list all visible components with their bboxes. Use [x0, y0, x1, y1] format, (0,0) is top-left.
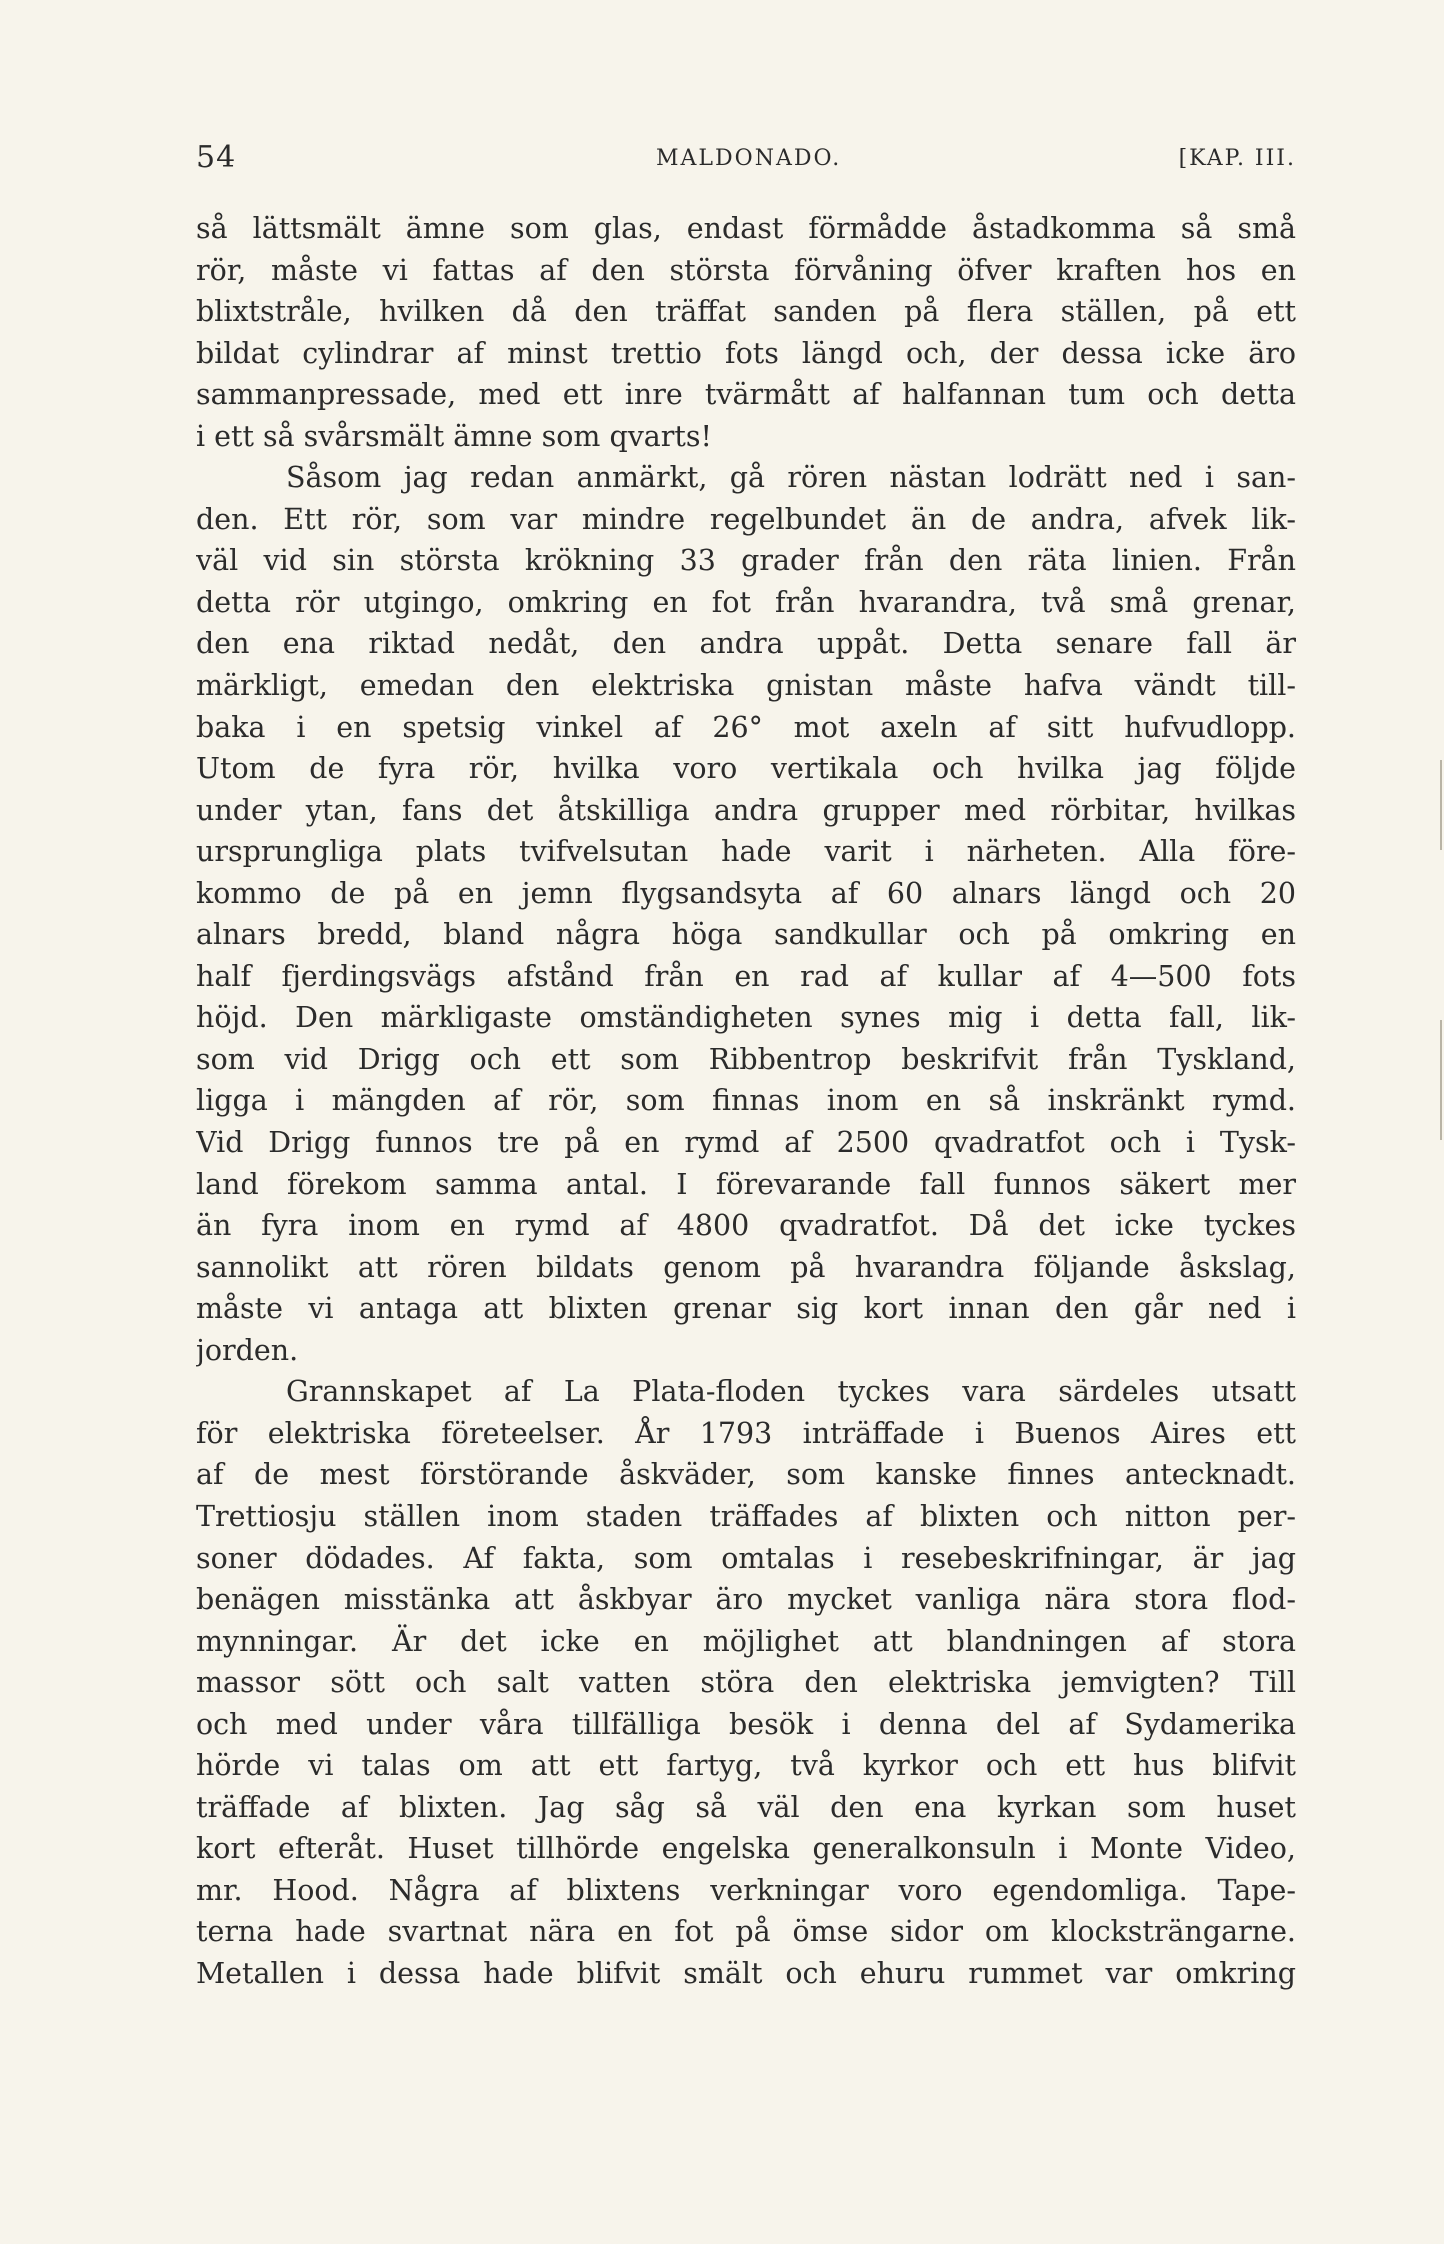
- text-line: half fjerdingsvägs afstånd från en rad af kullar af 4—500 fots: [196, 959, 1296, 993]
- text-line: i ett så svårsmält ämne som qvarts!: [196, 419, 712, 453]
- text-line: rör, måste vi fattas af den största förvåning öfver kraften hos en: [196, 253, 1296, 287]
- text-line: soner dödades. Af fakta, som omtalas i resebeskrifningar, är jag: [196, 1541, 1296, 1575]
- text-line: benägen misstänka att åskbyar äro mycket vanliga nära stora flod-: [196, 1583, 1296, 1617]
- text-line: märkligt, emedan den elektriska gnistan måste hafva vändt till-: [196, 669, 1296, 703]
- text-line: höjd. Den märkligaste omständigheten synes mig i detta fall, lik-: [196, 1001, 1296, 1035]
- text-line: sammanpressade, med ett inre tvärmått af halfannan tum och detta: [196, 378, 1296, 412]
- text-line: under ytan, fans det åtskilliga andra grupper med rörbitar, hvilkas: [196, 793, 1296, 827]
- text-line: bildat cylindrar af minst trettio fots längd och, der dessa icke äro: [196, 336, 1296, 370]
- body-text: [196, 208, 1296, 1995]
- text-line: måste vi antaga att blixten grenar sig kort innan den går ned i: [196, 1292, 1296, 1326]
- text-line: ursprungliga plats tvifvelsutan hade varit i närheten. Alla före-: [196, 835, 1296, 869]
- text-line: den ena riktad nedåt, den andra uppåt. Detta senare fall är: [196, 627, 1296, 661]
- page-edge-mark: [1440, 760, 1442, 850]
- text-line: Vid Drigg funnos tre på en rymd af 2500 qvadratfot och i Tysk-: [196, 1126, 1296, 1160]
- text-line: Trettiosju ställen inom staden träffades af blixten och nitton per-: [196, 1499, 1296, 1533]
- text-line: hörde vi talas om att ett fartyg, två kyrkor och ett hus blifvit: [196, 1749, 1296, 1783]
- text-line: baka i en spetsig vinkel af 26° mot axeln af sitt hufvudlopp.: [196, 710, 1296, 744]
- text-line: land förekom samma antal. I förevarande fall funnos säkert mer: [196, 1167, 1296, 1201]
- text-line: kort efteråt. Huset tillhörde engelska generalkonsuln i Monte Video,: [196, 1832, 1296, 1866]
- text-line: Metallen i dessa hade blifvit smält och ehuru rummet var omkring: [196, 1956, 1296, 1990]
- text-line: kommo de på en jemn flygsandsyta af 60 alnars längd och 20: [196, 876, 1296, 910]
- text-line: väl vid sin största krökning 33 grader från den räta linien. Från: [196, 544, 1296, 578]
- text-line: detta rör utgingo, omkring en fot från hvarandra, två små grenar,: [196, 585, 1296, 619]
- text-line: mynningar. Är det icke en möjlighet att blandningen af stora: [196, 1624, 1296, 1658]
- text-line: ligga i mängden af rör, som finnas inom en så inskränkt rymd.: [196, 1084, 1296, 1118]
- text-line: och med under våra tillfälliga besök i denna del af Sydamerika: [196, 1707, 1296, 1741]
- text-line: terna hade svartnat nära en fot på ömse sidor om klocksträngarne.: [196, 1915, 1296, 1949]
- text-line: alnars bredd, bland några höga sandkullar och på omkring en: [196, 918, 1296, 952]
- page-number: 54: [196, 140, 237, 175]
- text-line: Grannskapet af La Plata-floden tyckes vara särdeles utsatt: [286, 1375, 1296, 1409]
- text-line: som vid Drigg och ett som Ribbentrop beskrifvit från Tyskland,: [196, 1042, 1296, 1076]
- page-edge-mark: [1440, 1020, 1442, 1140]
- text-line: än fyra inom en rymd af 4800 qvadratfot. Då det icke tyckes: [196, 1209, 1296, 1243]
- text-line: blixtstråle, hvilken då den träffat sanden på flera ställen, på ett: [196, 295, 1296, 329]
- text-line: träffade af blixten. Jag såg så väl den ena kyrkan som huset: [196, 1790, 1296, 1824]
- text-line: för elektriska företeelser. År 1793 inträffade i Buenos Aires ett: [196, 1416, 1296, 1450]
- text-line: så lättsmält ämne som glas, endast förmådde åstadkomma så små: [196, 212, 1296, 245]
- text-line: mr. Hood. Några af blixtens verkningar voro egendomliga. Tape-: [196, 1873, 1296, 1907]
- text-line: Såsom jag redan anmärkt, gå rören nästan lodrätt ned i san-: [286, 461, 1296, 495]
- running-title: MALDONADO.: [656, 146, 842, 171]
- text-line: massor sött och salt vatten störa den elektriska jemvigten? Till: [196, 1666, 1296, 1700]
- text-line: Utom de fyra rör, hvilka voro vertikala och hvilka jag följde: [196, 752, 1296, 786]
- text-line: den. Ett rör, som var mindre regelbundet än de andra, afvek lik-: [196, 502, 1296, 536]
- text-line: af de mest förstörande åskväder, som kanske finnes antecknadt.: [196, 1458, 1296, 1492]
- chapter-label: [KAP. III.: [1178, 146, 1296, 171]
- page-header: [196, 140, 1296, 180]
- text-line: jorden.: [196, 1333, 299, 1367]
- text-line: sannolikt att rören bildats genom på hvarandra följande åskslag,: [196, 1250, 1296, 1284]
